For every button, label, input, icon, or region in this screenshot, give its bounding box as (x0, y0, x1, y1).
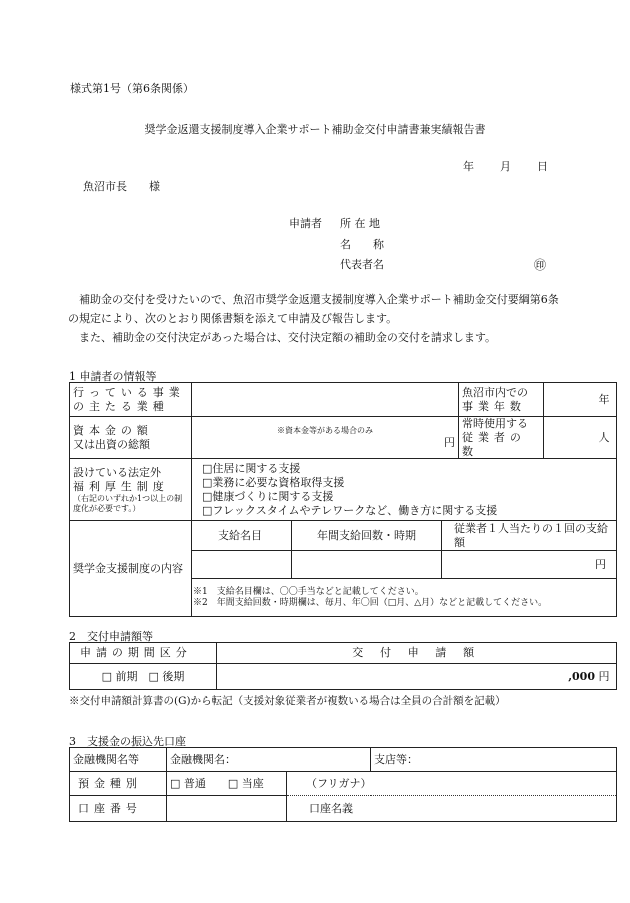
document-title: 奨学金返還支援制度導入企業サポート補助金交付申請書兼実績報告書 (144, 123, 486, 136)
account-type-label: 預金種別 (70, 772, 167, 796)
amount-header: 交 付 申 請 額 (217, 643, 617, 664)
date-day: 日 (537, 160, 548, 173)
col-frequency-header: 年間支給回数・時期 (292, 521, 442, 551)
account-type-options[interactable]: □ 普通 □ 当座 (167, 772, 287, 796)
welfare-option-housing[interactable]: □住居に関する支援 (202, 462, 301, 476)
date-year: 年 (463, 160, 474, 173)
welfare-option-workstyle[interactable]: □フレックスタイムやテレワークなど、働き方に関する支援 (202, 503, 498, 517)
address-label: 所 在 地 (340, 217, 380, 230)
col-amount-header: 従業者１人当たりの１回の支給額 (442, 521, 617, 551)
bank-name-field[interactable]: 金融機関名： (167, 748, 371, 772)
welfare-option-health[interactable]: □健康づくりに関する支援 (202, 489, 334, 503)
col-name-header: 支給名目 (192, 521, 292, 551)
scholarship-frequency-value[interactable] (292, 551, 442, 579)
years-label-cell: 魚沼市内での 事業年数 (459, 383, 544, 417)
branch-field[interactable]: 支店等： (371, 748, 617, 772)
applicant-label: 申請者 (289, 217, 322, 230)
section1-heading: 1 申請者の情報等 (69, 370, 157, 383)
applicant-info-table (69, 382, 617, 617)
bank-label: 金融機関名等 (70, 748, 167, 772)
representative-label: 代表者名 (340, 258, 384, 271)
section2-heading: 2 交付申請額等 (69, 630, 153, 643)
business-value[interactable] (192, 383, 459, 417)
capital-label-cell: 資本金の額 又は出資の総額 (70, 417, 192, 459)
amount-value-cell[interactable]: ,000 円 (217, 664, 617, 690)
account-holder-field[interactable] (371, 796, 617, 822)
form-number: 様式第1号（第6条関係） (70, 82, 194, 95)
scholarship-name-value[interactable] (192, 551, 292, 579)
welfare-label-cell: 設けている法定外 福利厚生制度 （右記のいずれか1つ以上の制度化が必要です。） (70, 459, 192, 521)
amount-value: ,000 (568, 669, 595, 683)
company-name-label: 名 称 (340, 238, 384, 251)
welfare-option-qualification[interactable]: □業務に必要な資格取得支援 (202, 476, 345, 489)
account-number-label: 口座番号 (70, 796, 167, 822)
years-value[interactable]: 年 (544, 383, 617, 417)
capital-value[interactable]: ※資本金等がある場合のみ 円 (192, 417, 459, 459)
period-options[interactable]: □ 前期 □ 後期 (70, 664, 217, 690)
body-paragraph-1: 補助金の交付を受けたいので、魚沼市奨学金返還支援制度導入企業サポート補助金交付要綱第6条の規定により、次のとおり関係書類を添えて申請及び報告します。 (68, 293, 559, 325)
addressee: 魚沼市長 様 (83, 180, 160, 193)
furigana-field[interactable]: （フリガナ） (287, 772, 617, 796)
scholarship-label-cell: 奨学金支援制度の内容 (70, 521, 192, 617)
body-paragraph-2: また、補助金の交付決定があった場合は、交付決定額の補助金の交付を請求します。 (68, 331, 497, 344)
seal-mark: ㊞ (534, 258, 547, 272)
welfare-options (192, 459, 617, 521)
section2-note: ※交付申請額計算書の(G)から転記（支援対象従業者が複数いる場合は全員の合計額を記載） (69, 695, 506, 707)
employees-label-cell: 常時使用する 従業者の数 (459, 417, 544, 459)
subsidy-amount-table (69, 642, 617, 690)
account-holder-label: 口座名義 (287, 796, 371, 822)
period-header: 申請の期間区分 (70, 643, 217, 664)
date-month: 月 (500, 160, 511, 173)
business-label-cell: 行っている事業 の主たる業種 (70, 383, 192, 417)
section3-heading: 3 支援金の振込先口座 (69, 735, 186, 748)
employees-value[interactable]: 人 (544, 417, 617, 459)
account-number-field[interactable] (167, 796, 287, 822)
scholarship-notes: ※1 支給名目欄は、〇〇手当などと記載してください。 ※2 年間支給回数・時期欄は、毎月、年〇回（□月、△月）などと記載してください。 (192, 579, 617, 617)
scholarship-amount-value[interactable]: 円 (442, 551, 617, 579)
bank-account-table (69, 747, 617, 822)
